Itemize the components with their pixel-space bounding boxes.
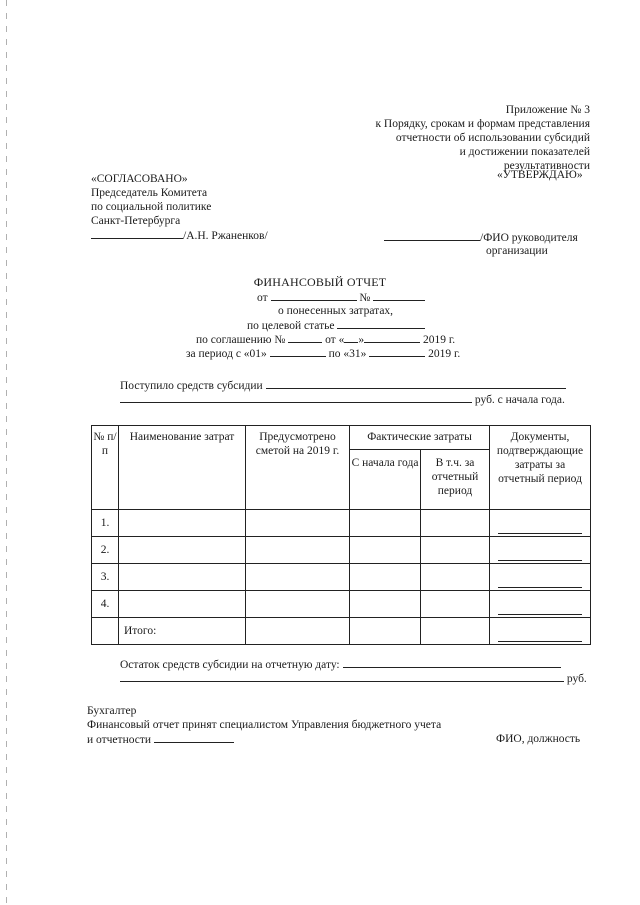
total-docs[interactable] [490, 618, 591, 645]
total-actual-start[interactable] [350, 618, 421, 645]
received-line [120, 378, 566, 393]
date-field[interactable] [271, 290, 357, 301]
approval-left-heading: «СОГЛАСОВАНО» [91, 173, 188, 185]
row-number: 4. [92, 591, 119, 618]
received-field-cont[interactable] [120, 392, 472, 403]
total-num-cell [92, 618, 119, 645]
period-to: по «31» [328, 348, 367, 360]
article-field[interactable] [337, 318, 425, 329]
cell-actual-period[interactable] [421, 537, 490, 564]
number-label: № [359, 292, 371, 304]
cell-name[interactable] [119, 591, 246, 618]
table-row [92, 591, 591, 618]
accepted-line-text: и отчетности [87, 734, 152, 746]
cell-name[interactable] [119, 564, 246, 591]
article-label: по целевой статье [247, 320, 335, 332]
appendix-header [375, 103, 590, 173]
total-actual-period[interactable] [421, 618, 490, 645]
cell-planned[interactable] [246, 537, 350, 564]
balance-line [120, 657, 561, 672]
appendix-line: и достижении показателей [459, 146, 590, 158]
cell-docs[interactable] [490, 510, 591, 537]
cell-actual-period[interactable] [421, 591, 490, 618]
docs-underline [498, 560, 582, 561]
appendix-number: Приложение № 3 [505, 104, 590, 116]
signature-blank[interactable] [91, 228, 183, 239]
docs-underline [498, 587, 582, 588]
appendix-line: к Порядку, срокам и формам представления [375, 118, 590, 130]
balance-field[interactable] [343, 657, 561, 668]
header-planned: Предусмотрено сметой на 2019 г. [246, 426, 350, 510]
header-actual-start: С начала года [350, 450, 421, 510]
cell-actual-period[interactable] [421, 564, 490, 591]
header-num: № п/п [92, 426, 119, 510]
name-position-label: ФИО, должность [496, 733, 581, 745]
cell-actual-period[interactable] [421, 510, 490, 537]
approval-left-signer: /А.Н. Ржаненков/ [183, 230, 268, 242]
balance-field-cont[interactable] [120, 671, 564, 682]
table-row [92, 564, 591, 591]
cell-name[interactable] [119, 537, 246, 564]
approval-right-signature [384, 230, 578, 245]
cell-docs[interactable] [490, 537, 591, 564]
row-number: 3. [92, 564, 119, 591]
agreement-label: по соглашению № [196, 334, 286, 346]
header-actual: Фактические затраты [350, 426, 490, 450]
received-label: Поступило средств субсидии [120, 380, 263, 392]
date-label: от [257, 292, 268, 304]
approval-left-signature [91, 228, 268, 243]
agreement-quote: » [358, 334, 365, 346]
cell-actual-start[interactable] [350, 564, 421, 591]
report-title: ФИНАНСОВЫЙ ОТЧЕТ [253, 275, 387, 289]
period-year: 2019 г. [428, 348, 461, 360]
approval-right-signer: /ФИО руководителя [480, 232, 578, 244]
received-suffix: руб. с начала года. [474, 394, 565, 406]
specialist-signature-field[interactable] [154, 732, 234, 743]
accepted-line: Финансовый отчет принят специалистом Управления бюджетного учета [87, 719, 442, 731]
header-actual-period: В т.ч. за отчетный период [421, 450, 490, 510]
scan-edge-mark [6, 0, 7, 905]
row-number: 2. [92, 537, 119, 564]
approval-right-org: организации [486, 245, 548, 257]
period-prefix: за период с «01» [186, 348, 267, 360]
period-line [186, 346, 460, 361]
accepted-line-2 [87, 732, 234, 747]
approval-left-block [91, 172, 268, 243]
balance-suffix: руб. [566, 673, 587, 685]
agreement-year: 2019 г. [422, 334, 456, 346]
appendix-line: отчетности об использовании субсидий [395, 132, 590, 144]
approval-right-heading: «УТВЕРЖДАЮ» [497, 169, 583, 181]
accountant-label: Бухгалтер [87, 705, 137, 717]
cell-name[interactable] [119, 510, 246, 537]
header-docs: Документы, подтверждающие затраты за отчетный период [490, 426, 591, 510]
period-from-month-field[interactable] [270, 346, 326, 357]
received-line-2 [120, 392, 565, 407]
period-to-month-field[interactable] [369, 346, 425, 357]
cell-planned[interactable] [246, 564, 350, 591]
cell-docs[interactable] [490, 591, 591, 618]
report-date-line [257, 290, 425, 305]
row-number: 1. [92, 510, 119, 537]
total-planned[interactable] [246, 618, 350, 645]
balance-line-2 [120, 671, 587, 686]
cell-planned[interactable] [246, 591, 350, 618]
table-header-row [92, 426, 591, 450]
docs-underline [498, 533, 582, 534]
approval-left-line: Председатель Комитета [91, 187, 208, 199]
agreement-month-field[interactable] [364, 332, 420, 343]
docs-underline [498, 614, 582, 615]
article-line [247, 318, 425, 333]
cell-planned[interactable] [246, 510, 350, 537]
cell-actual-start[interactable] [350, 510, 421, 537]
agreement-line [196, 332, 455, 347]
approval-left-line: по социальной политике [91, 201, 212, 213]
approval-left-line: Санкт-Петербурга [91, 215, 181, 227]
costs-line: о понесенных затратах, [278, 305, 394, 317]
agreement-from: от « [325, 334, 345, 346]
expense-table [91, 425, 591, 645]
cell-docs[interactable] [490, 564, 591, 591]
balance-label: Остаток средств субсидии на отчетную дату: [120, 659, 340, 671]
cell-actual-start[interactable] [350, 537, 421, 564]
signature-blank[interactable] [384, 230, 480, 241]
docs-underline [498, 641, 582, 642]
number-field[interactable] [373, 290, 425, 301]
total-label: Итого: [119, 618, 246, 645]
received-field[interactable] [266, 378, 566, 389]
agreement-number-field[interactable] [288, 332, 322, 343]
agreement-day-field[interactable] [344, 332, 358, 343]
table-row [92, 510, 591, 537]
header-name: Наименование затрат [119, 426, 246, 510]
appendix-line: результативности [503, 160, 590, 172]
cell-actual-start[interactable] [350, 591, 421, 618]
table-row [92, 537, 591, 564]
table-total-row [92, 618, 591, 645]
